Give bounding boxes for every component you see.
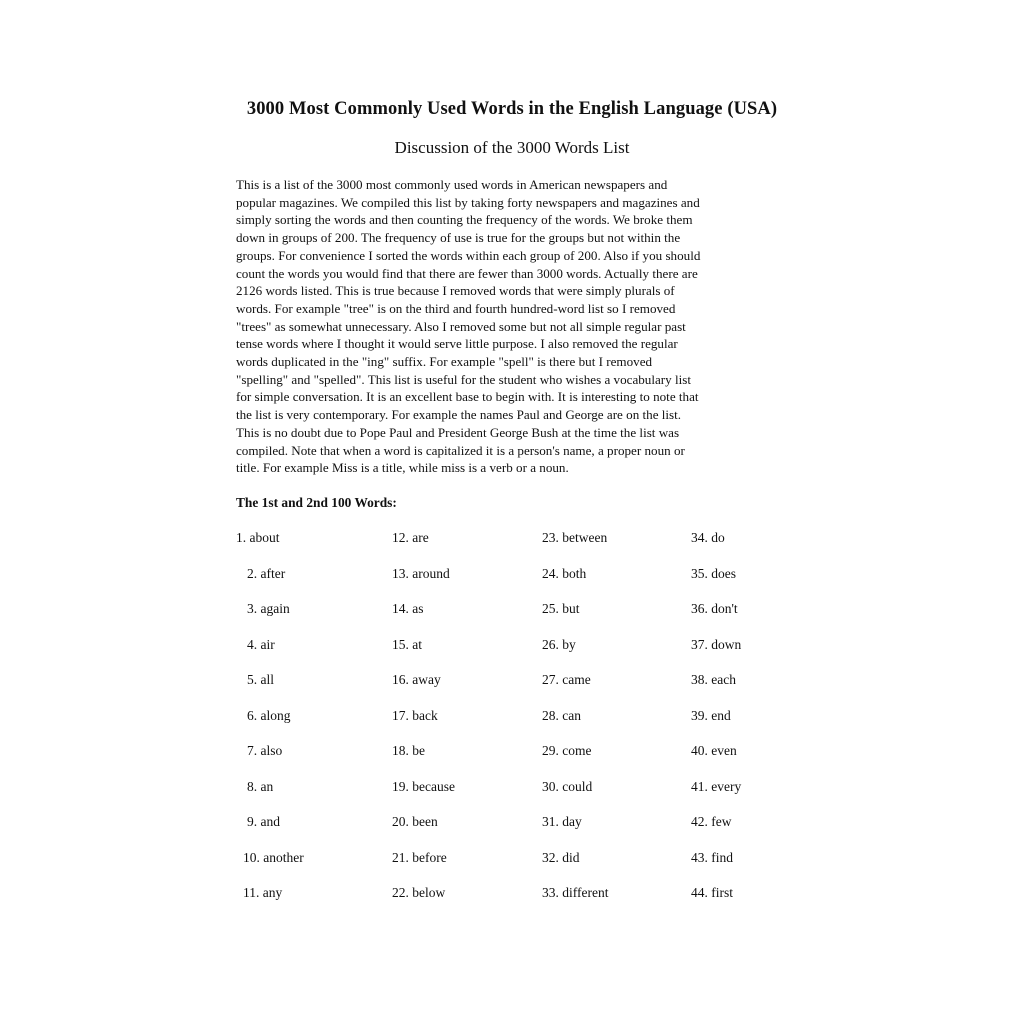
paragraph-line: This is a list of the 3000 most commonly used words in American newspapers and: [236, 177, 668, 192]
paragraph-line: for simple conversation. It is an excellent base to begin with. It is interesting to note that: [236, 389, 699, 405]
word-list-item: 43. find: [691, 849, 733, 865]
word-list-item: 14. as: [392, 601, 424, 616]
paragraph-line: compiled. Note that when a word is capitalized it is a person's name, a proper noun or: [236, 442, 685, 458]
word-list-item: 30. could: [542, 778, 593, 794]
word-list-item: 28. can: [542, 707, 581, 723]
word-list-item: 36. don't: [691, 601, 738, 616]
document-title: 3000 Most Commonly Used Words in the English Language (USA): [246, 99, 778, 119]
word-list-item: 21. before: [392, 849, 447, 865]
word-list-item: 7. also: [247, 743, 283, 758]
word-list-item: 5. all: [247, 672, 274, 687]
paragraph-line: tense words where I thought it would serve little purpose. I also removed the regular: [236, 336, 678, 352]
paragraph-line: words. For example "tree" is on the third and fourth hundred-word list so I removed: [236, 300, 676, 316]
word-list-item: 44. first: [691, 885, 733, 900]
word-list-item: 39. end: [691, 707, 731, 723]
word-list-item: 33. different: [542, 885, 609, 900]
word-list-item: 27. came: [542, 672, 591, 687]
word-list-item: 18. be: [392, 743, 425, 758]
word-list-item: 15. at: [392, 636, 422, 652]
paragraph-line: words duplicated in the "ing" suffix. For example "spell" is there but I removed: [236, 354, 653, 370]
word-list-item: 29. come: [542, 743, 592, 758]
word-list-item: 42. few: [691, 814, 732, 829]
word-list-item: 19. because: [392, 778, 455, 794]
paragraph-line: popular magazines. We compiled this list by taking forty newspapers and magazines and: [236, 194, 700, 210]
word-list-item: 34. do: [691, 530, 725, 545]
word-list-item: 12. are: [392, 530, 429, 545]
paragraph-line: "trees" as somewhat unnecessary. Also I removed some but not all simple regular past: [236, 318, 686, 334]
word-list-item: 17. back: [392, 707, 438, 723]
word-list-item: 25. but: [542, 601, 580, 616]
discussion-paragraph: [236, 176, 788, 477]
word-list-item: 10. another: [243, 849, 304, 865]
word-list-item: 22. below: [392, 885, 446, 900]
word-list-item: 1. about: [236, 530, 280, 545]
word-list-item: 37. down: [691, 636, 742, 652]
paragraph-line: count the words you would find that there are fewer than 3000 words. Actually there are: [236, 265, 698, 281]
paragraph-line: simply sorting the words and then counting the frequency of the words. We broke them: [236, 212, 693, 228]
paragraph-line: 2126 words listed. This is true because I removed words that were simply plurals of: [236, 283, 675, 299]
word-list-item: 26. by: [542, 636, 576, 652]
word-list-item: 32. did: [542, 849, 580, 865]
word-list-item: 38. each: [691, 672, 736, 687]
word-list-item: 3. again: [247, 601, 290, 616]
paragraph-line: title. For example Miss is a title, while miss is a verb or a noun.: [236, 460, 569, 476]
word-list-item: 16. away: [392, 672, 441, 687]
word-list-item: 13. around: [392, 565, 450, 581]
word-list-item: 2. after: [247, 565, 286, 581]
paragraph-line: groups. For convenience I sorted the words within each group of 200. Also if you should: [236, 247, 701, 263]
word-list-item: 41. every: [691, 778, 742, 794]
word-list-item: 31. day: [542, 814, 582, 829]
word-list-item: 35. does: [691, 565, 736, 581]
word-list-item: 20. been: [392, 814, 438, 829]
word-list-item: 11. any: [243, 885, 283, 900]
document-subtitle: Discussion of the 3000 Words List: [394, 138, 630, 157]
paragraph-line: "spelling" and "spelled". This list is useful for the student who wishes a vocabulary list: [236, 371, 691, 387]
word-list-item: 9. and: [247, 814, 280, 829]
paragraph-line: the list is very contemporary. For example the names Paul and George are on the list.: [236, 407, 682, 423]
word-list-item: 4. air: [247, 636, 275, 652]
paragraph-line: This is no doubt due to Pope Paul and President George Bush at the time the list was: [236, 424, 680, 440]
word-list-item: 24. both: [542, 565, 587, 581]
word-list-item: 8. an: [247, 778, 274, 794]
section-heading: The 1st and 2nd 100 Words:: [236, 495, 397, 510]
word-list-item: 6. along: [247, 707, 291, 723]
word-list-item: 23. between: [542, 530, 608, 545]
word-list-item: 40. even: [691, 743, 737, 758]
paragraph-line: down in groups of 200. The frequency of use is true for the groups but not within the: [236, 230, 681, 246]
